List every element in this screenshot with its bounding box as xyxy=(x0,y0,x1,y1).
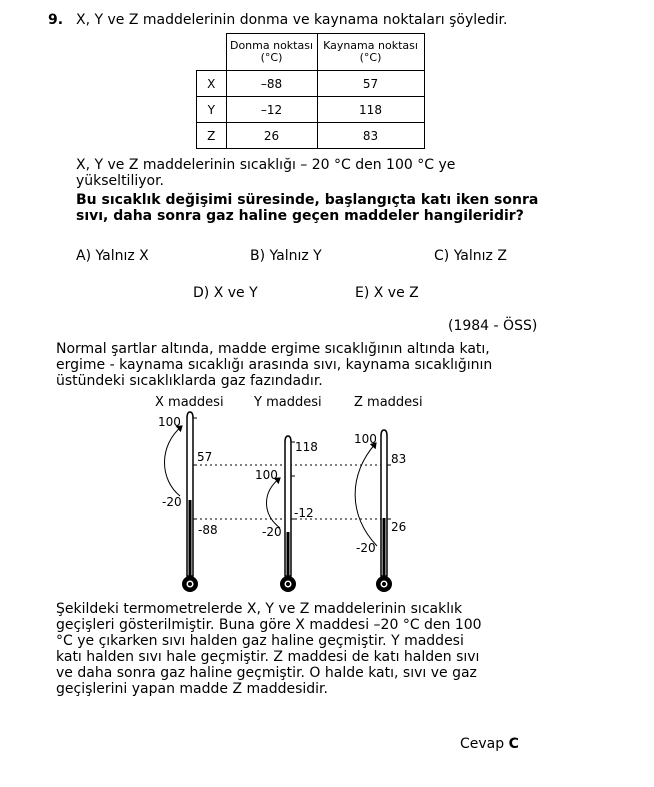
z-thermometer xyxy=(354,430,406,592)
row-name: Z xyxy=(197,123,227,149)
body-line: Şekildeki termometrelerde X, Y ve Z maddelerinin sıcaklık xyxy=(56,601,463,617)
bold-line-1: Bu sıcaklık değişimi süresinde, başlangıçta katı iken sonra xyxy=(76,192,539,208)
source-note: (1984 - ÖSS) xyxy=(448,318,538,334)
answer-value: C xyxy=(508,736,519,752)
z-transition-arrow xyxy=(355,443,377,546)
row-freeze: 26 xyxy=(226,123,317,149)
y-thermometer xyxy=(255,436,318,592)
explanation-line: ergime - kaynama sıcaklığı arasında sıvı, kaynama sıcaklığının xyxy=(56,357,493,373)
body-line: geçişleri gösterilmiştir. Buna göre X maddesi –20 °C den 100 xyxy=(56,617,482,633)
answer-label: Cevap xyxy=(460,736,505,752)
table-row xyxy=(197,97,425,123)
y-freeze-value: -12 xyxy=(294,506,314,520)
question-intro: X, Y ve Z maddelerinin donma ve kaynama noktaları şöyledir. xyxy=(76,12,508,28)
row-boil: 57 xyxy=(317,71,424,97)
row-freeze: –12 xyxy=(226,97,317,123)
properties-table xyxy=(196,33,425,149)
y-top-value: 100 xyxy=(255,468,278,482)
y-start-value: -20 xyxy=(262,525,282,539)
explanation-line: Normal şartlar altında, madde ergime sıcaklığının altında katı, xyxy=(56,341,490,357)
row-freeze: –88 xyxy=(226,71,317,97)
row-name: X xyxy=(197,71,227,97)
row-boil: 118 xyxy=(317,97,424,123)
table-header-boil: Kaynama noktası (°C) xyxy=(317,34,424,71)
bold-line-2: sıvı, daha sonra gaz haline geçen maddeler hangileridir? xyxy=(76,208,524,224)
x-top-value: 100 xyxy=(158,415,181,429)
x-thermometer xyxy=(158,412,218,592)
table-row xyxy=(197,71,425,97)
z-start-value: -20 xyxy=(356,541,376,555)
z-freeze-value: 26 xyxy=(391,520,407,534)
table-header-freeze: Donma noktası (°C) xyxy=(226,34,317,71)
option-c[interactable]: C) Yalnız Z xyxy=(434,248,507,264)
y-thermometer-label: Y maddesi xyxy=(254,395,322,410)
x-thermometer-label: X maddesi xyxy=(155,395,224,410)
z-boil-value: 83 xyxy=(391,452,407,466)
x-boil-value: 57 xyxy=(197,450,213,464)
stem-line-1: X, Y ve Z maddelerinin sıcaklığı – 20 °C den 100 °C ye xyxy=(76,157,456,173)
x-transition-arrow xyxy=(165,426,183,496)
option-b[interactable]: B) Yalnız Y xyxy=(250,248,322,264)
body-line: geçişlerini yapan madde Z maddesidir. xyxy=(56,681,328,697)
option-e[interactable]: E) X ve Z xyxy=(355,285,419,301)
z-thermometer-label: Z maddesi xyxy=(354,395,423,410)
y-boil-value: 118 xyxy=(295,440,318,454)
option-a[interactable]: A) Yalnız X xyxy=(76,248,149,264)
stem-line-2: yükseltiliyor. xyxy=(76,173,164,189)
z-top-value: 100 xyxy=(354,432,377,446)
question-number: 9. xyxy=(48,12,64,28)
row-boil: 83 xyxy=(317,123,424,149)
body-line: katı halden sıvı hale geçmiştir. Z maddesi de katı halden sıvı xyxy=(56,649,480,665)
answer-line xyxy=(460,736,519,752)
body-line: ve daha sonra gaz haline geçmiştir. O halde katı, sıvı ve gaz xyxy=(56,665,477,681)
thermometer-figure xyxy=(0,388,654,600)
x-freeze-value: -88 xyxy=(198,523,218,537)
y-transition-arrow xyxy=(267,478,281,528)
table-corner xyxy=(197,34,227,71)
option-d[interactable]: D) X ve Y xyxy=(193,285,258,301)
x-start-value: -20 xyxy=(162,495,182,509)
row-name: Y xyxy=(197,97,227,123)
explanation-line: üstündeki sıcaklıklarda gaz fazındadır. xyxy=(56,373,323,389)
table-row xyxy=(197,123,425,149)
body-line: °C ye çıkarken sıvı halden gaz haline geçmiştir. Y maddesi xyxy=(56,633,464,649)
